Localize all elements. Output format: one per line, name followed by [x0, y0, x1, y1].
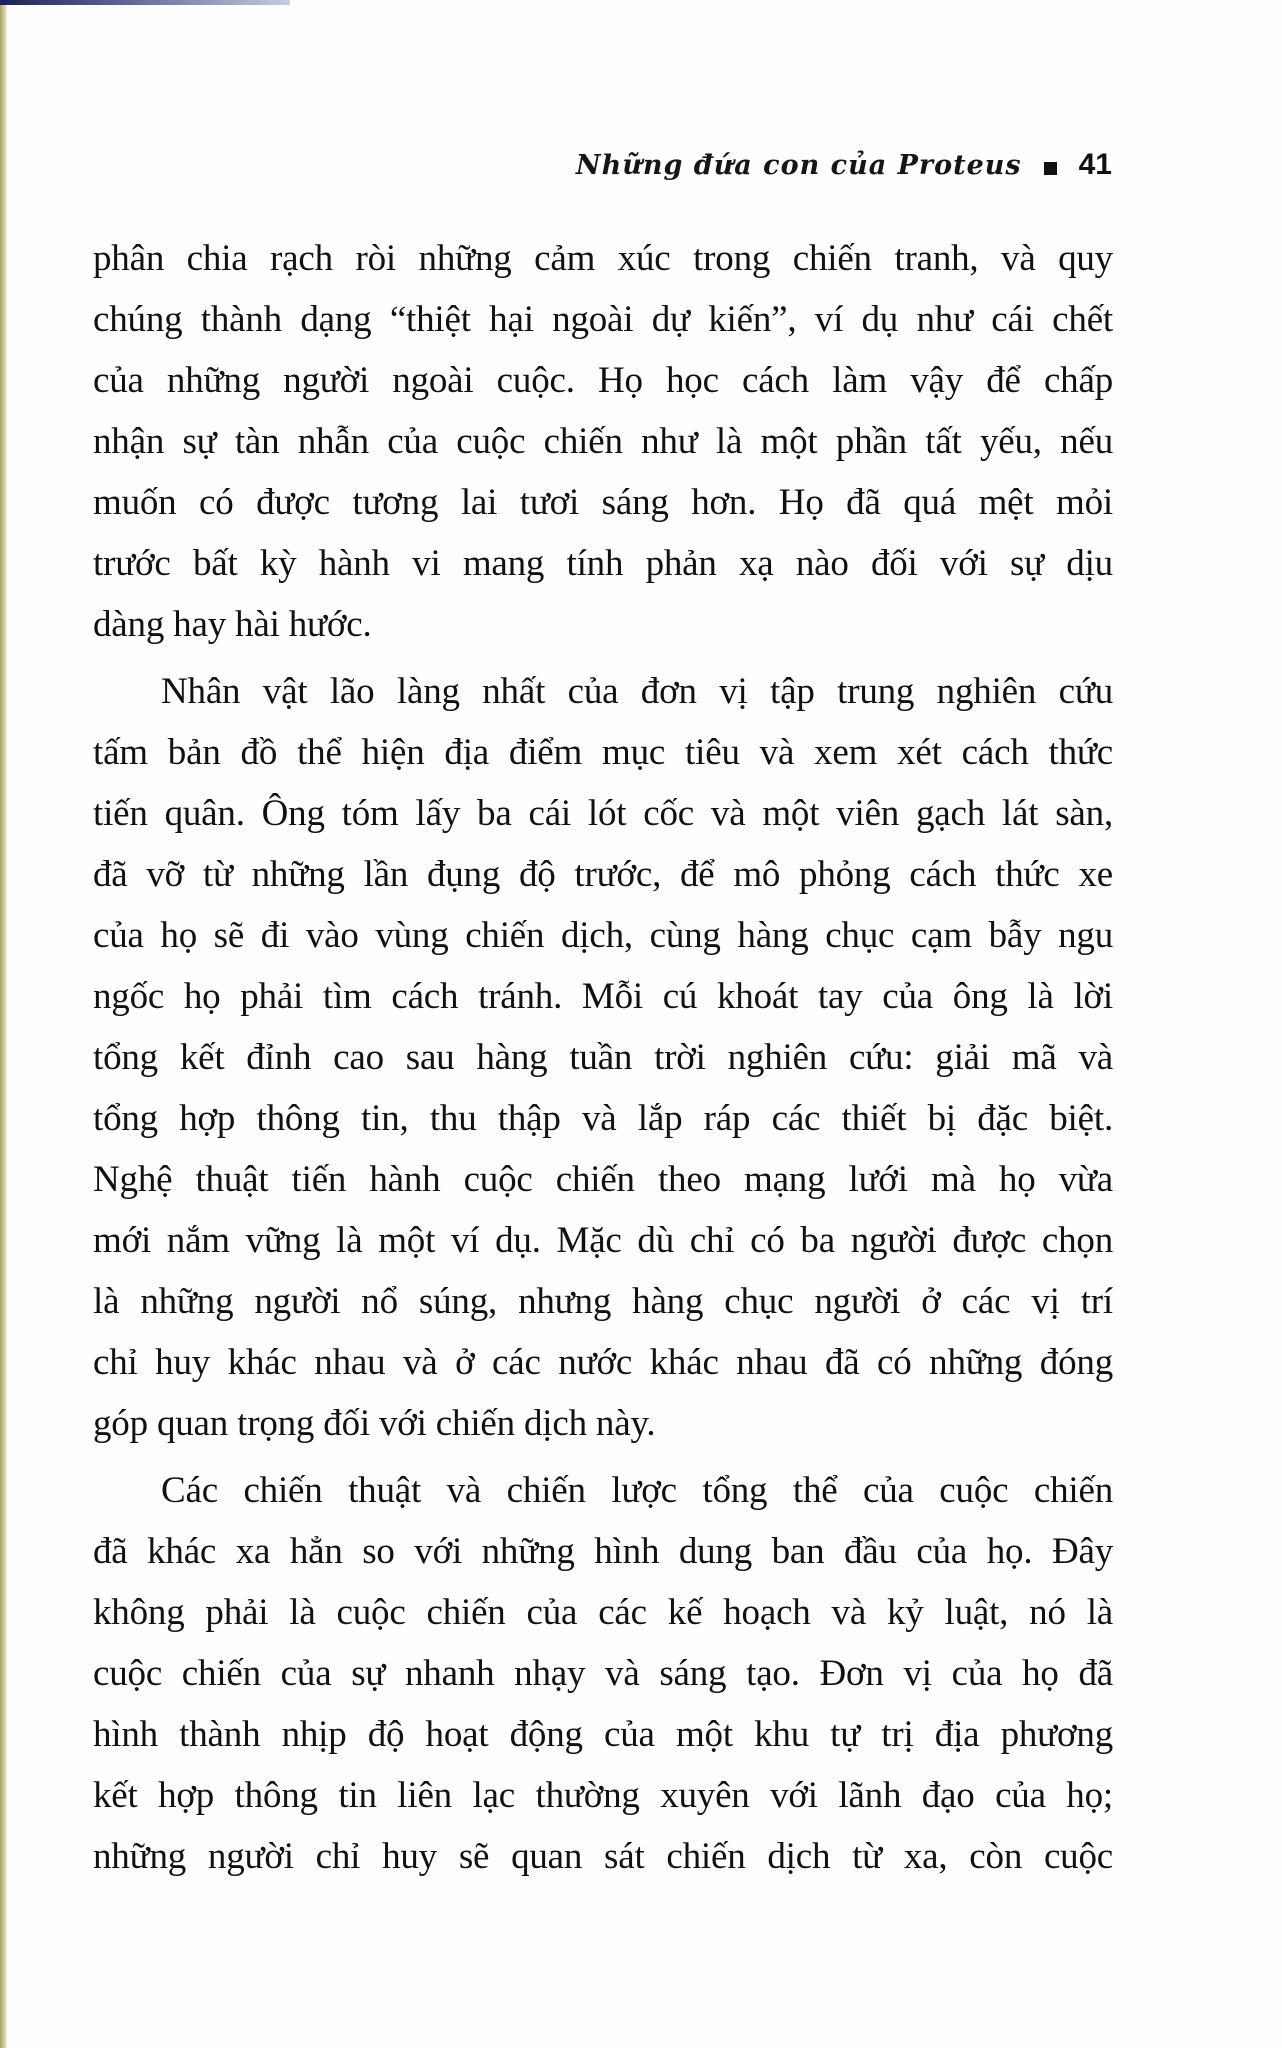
square-separator-icon [1044, 162, 1057, 175]
scan-top-edge [0, 0, 290, 5]
text-line: dàng hay hài hước. [93, 604, 372, 645]
text-line: là những người nổ súng, nhưng hàng chục người ở các vị trí [93, 1281, 1113, 1322]
page-number: 41 [1078, 148, 1112, 181]
text-line: chúng thành dạng “thiệt hại ngoài dự kiến”, ví dụ như cái chết [93, 299, 1113, 340]
text-line: Nhân vật lão làng nhất của đơn vị tập trung nghiên cứu [161, 671, 1113, 712]
text-line: chỉ huy khác nhau và ở các nước khác nhau đã có những đóng [93, 1342, 1113, 1383]
paragraph-2 [93, 661, 1113, 1454]
text-line: những người chỉ huy sẽ quan sát chiến dịch từ xa, còn cuộc [93, 1836, 1113, 1877]
text-line: không phải là cuộc chiến của các kế hoạch và kỷ luật, nó là [93, 1592, 1113, 1633]
text-line: đã vỡ từ những lần đụng độ trước, để mô phỏng cách thức xe [93, 854, 1113, 895]
text-line: hình thành nhịp độ hoạt động của một khu tự trị địa phương [93, 1714, 1113, 1755]
text-line: Nghệ thuật tiến hành cuộc chiến theo mạng lưới mà họ vừa [93, 1159, 1113, 1200]
text-line: đã khác xa hẳn so với những hình dung ban đầu của họ. Đây [93, 1531, 1113, 1572]
text-line: ngốc họ phải tìm cách tránh. Mỗi cú khoát tay của ông là lời [93, 976, 1113, 1017]
chapter-title: Những đứa con của Proteus [575, 149, 1022, 181]
text-line: tấm bản đồ thể hiện địa điểm mục tiêu và xem xét cách thức [93, 732, 1113, 773]
paragraph-1 [93, 228, 1113, 655]
page-binding-edge [0, 0, 7, 2048]
text-line: của những người ngoài cuộc. Họ học cách làm vậy để chấp [93, 360, 1113, 401]
text-line: góp quan trọng đối với chiến dịch này. [93, 1403, 656, 1444]
text-line: Các chiến thuật và chiến lược tổng thể của cuộc chiến [161, 1470, 1113, 1511]
text-line: cuộc chiến của sự nhanh nhạy và sáng tạo. Đơn vị của họ đã [93, 1653, 1113, 1694]
paragraph-3 [93, 1460, 1113, 1887]
text-line: mới nắm vững là một ví dụ. Mặc dù chỉ có ba người được chọn [93, 1220, 1113, 1261]
text-line: tổng hợp thông tin, thu thập và lắp ráp các thiết bị đặc biệt. [93, 1098, 1113, 1139]
text-line: của họ sẽ đi vào vùng chiến dịch, cùng hàng chục cạm bẫy ngu [93, 915, 1113, 956]
running-header [576, 140, 1112, 190]
text-line: nhận sự tàn nhẫn của cuộc chiến như là một phần tất yếu, nếu [93, 421, 1113, 462]
text-line: tiến quân. Ông tóm lấy ba cái lót cốc và một viên gạch lát sàn, [93, 793, 1113, 834]
text-line: tổng kết đỉnh cao sau hàng tuần trời nghiên cứu: giải mã và [93, 1037, 1113, 1078]
text-line: trước bất kỳ hành vi mang tính phản xạ nào đối với sự dịu [93, 543, 1113, 584]
text-line: muốn có được tương lai tươi sáng hơn. Họ đã quá mệt mỏi [93, 482, 1113, 523]
text-line: phân chia rạch ròi những cảm xúc trong chiến tranh, và quy [93, 238, 1113, 279]
text-line: kết hợp thông tin liên lạc thường xuyên với lãnh đạo của họ; [93, 1775, 1113, 1816]
body-text [93, 228, 1113, 1887]
